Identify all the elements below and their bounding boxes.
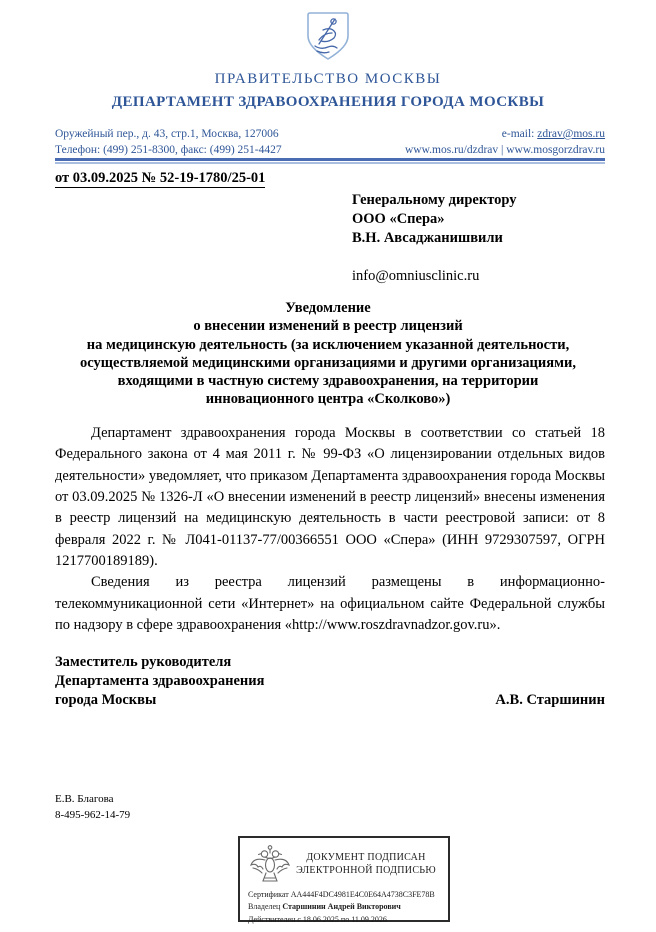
- contact-block: [55, 127, 605, 158]
- phone-line: Телефон: (499) 251-8300, факс: (499) 251-4427: [55, 143, 282, 156]
- stamp-owner-line: Владелец Старшинин Андрей Викторович: [248, 902, 401, 912]
- recipient-position: Генеральному директору: [352, 192, 517, 208]
- signer-position: Заместитель руководителя Департамента здравоохранения города Москвы: [55, 654, 265, 709]
- contact-web-block: [405, 127, 605, 158]
- department-title: ДЕПАРТАМЕНТ ЗДРАВООХРАНЕНИЯ ГОРОДА МОСКВЫ: [111, 94, 545, 110]
- title-line: инновационного центра «Сколково»): [205, 391, 451, 408]
- stamp-title: ДОКУМЕНТ ПОДПИСАН ЭЛЕКТРОННОЙ ПОДПИСЬЮ: [296, 851, 436, 876]
- government-title: ПРАВИТЕЛЬСТВО МОСКВЫ: [214, 71, 442, 87]
- reference-number: от 03.09.2025 № 52-19-1780/25-01: [55, 170, 266, 186]
- title-line: входящими в частную систему здравоохранения, на территории: [117, 373, 539, 390]
- recipient-name: В.Н. Авсаджанишвили: [352, 229, 503, 246]
- websites-line: www.mos.ru/dzdrav | www.mosgorzdrav.ru: [405, 143, 605, 156]
- email-label: e-mail:: [501, 128, 538, 140]
- stamp-details: [248, 889, 440, 926]
- document-body: [55, 423, 605, 636]
- contact-address-block: [55, 127, 282, 158]
- title-line: осуществляемой медицинскими организациями и другими организациями,: [80, 354, 576, 371]
- email-link[interactable]: zdrav@mos.ru: [537, 128, 605, 140]
- executor-phone: 8-495-962-14-79: [55, 808, 131, 821]
- electronic-signature-stamp: [238, 836, 450, 922]
- recipient-block: [352, 191, 605, 285]
- stamp-certificate-line: Сертификат AA444F4DC4981E4C0E64A4738C3FE78B: [248, 890, 435, 899]
- title-line: на медицинскую деятельность (за исключением указанной деятельности,: [86, 336, 570, 353]
- document-title: [28, 299, 628, 409]
- body-paragraph-2: Сведения из реестра лицензий размещены в информационно-телекоммуникационной сети «Интернет» на официальном сайте Федеральной службы по надзору в сфере здравоохранения «http://www.roszdravnadzor.gov.ru».: [55, 574, 605, 633]
- recipient-email: info@omniusclinic.ru: [352, 267, 480, 284]
- email-line: [405, 127, 605, 143]
- recipient-company: ООО «Спера»: [352, 210, 445, 227]
- double-headed-eagle-icon: [248, 843, 292, 885]
- stamp-validity-line: Действителен с 18.06.2025 по 11.09.2026: [248, 914, 387, 924]
- signer-name: А.В. Старшинин: [495, 692, 605, 709]
- signature-block: [55, 653, 605, 710]
- address-line: Оружейный пер., д. 43, стр.1, Москва, 127006: [55, 128, 279, 140]
- header-divider: [55, 158, 605, 164]
- moscow-coat-of-arms-icon: [297, 10, 359, 62]
- executor-name: Е.В. Благова: [55, 793, 114, 805]
- title-line: Уведомление: [285, 300, 371, 316]
- body-paragraph-1: Департамент здравоохранения города Москвы в соответствии со статьей 18 Федерального закона от 4 мая 2011 г. № 99-ФЗ «О лицензировании отдельных видов деятельности» уведомляет, что приказом Департамента здравоохранения города Москвы от 03.09.2025 № 1326-Л «О внесении изменений в реестр лицензий» внесены изменения в реестр лицензий на медицинскую деятельность в части реестровой записи: от 8 февраля 2022 г. № Л041-01137-77/00366551 ООО «Спера» (ИНН 9729307597, ОГРН 1217700189189).: [55, 425, 605, 569]
- title-line: о внесении изменений в реестр лицензий: [193, 318, 463, 335]
- executor-block: [55, 792, 130, 824]
